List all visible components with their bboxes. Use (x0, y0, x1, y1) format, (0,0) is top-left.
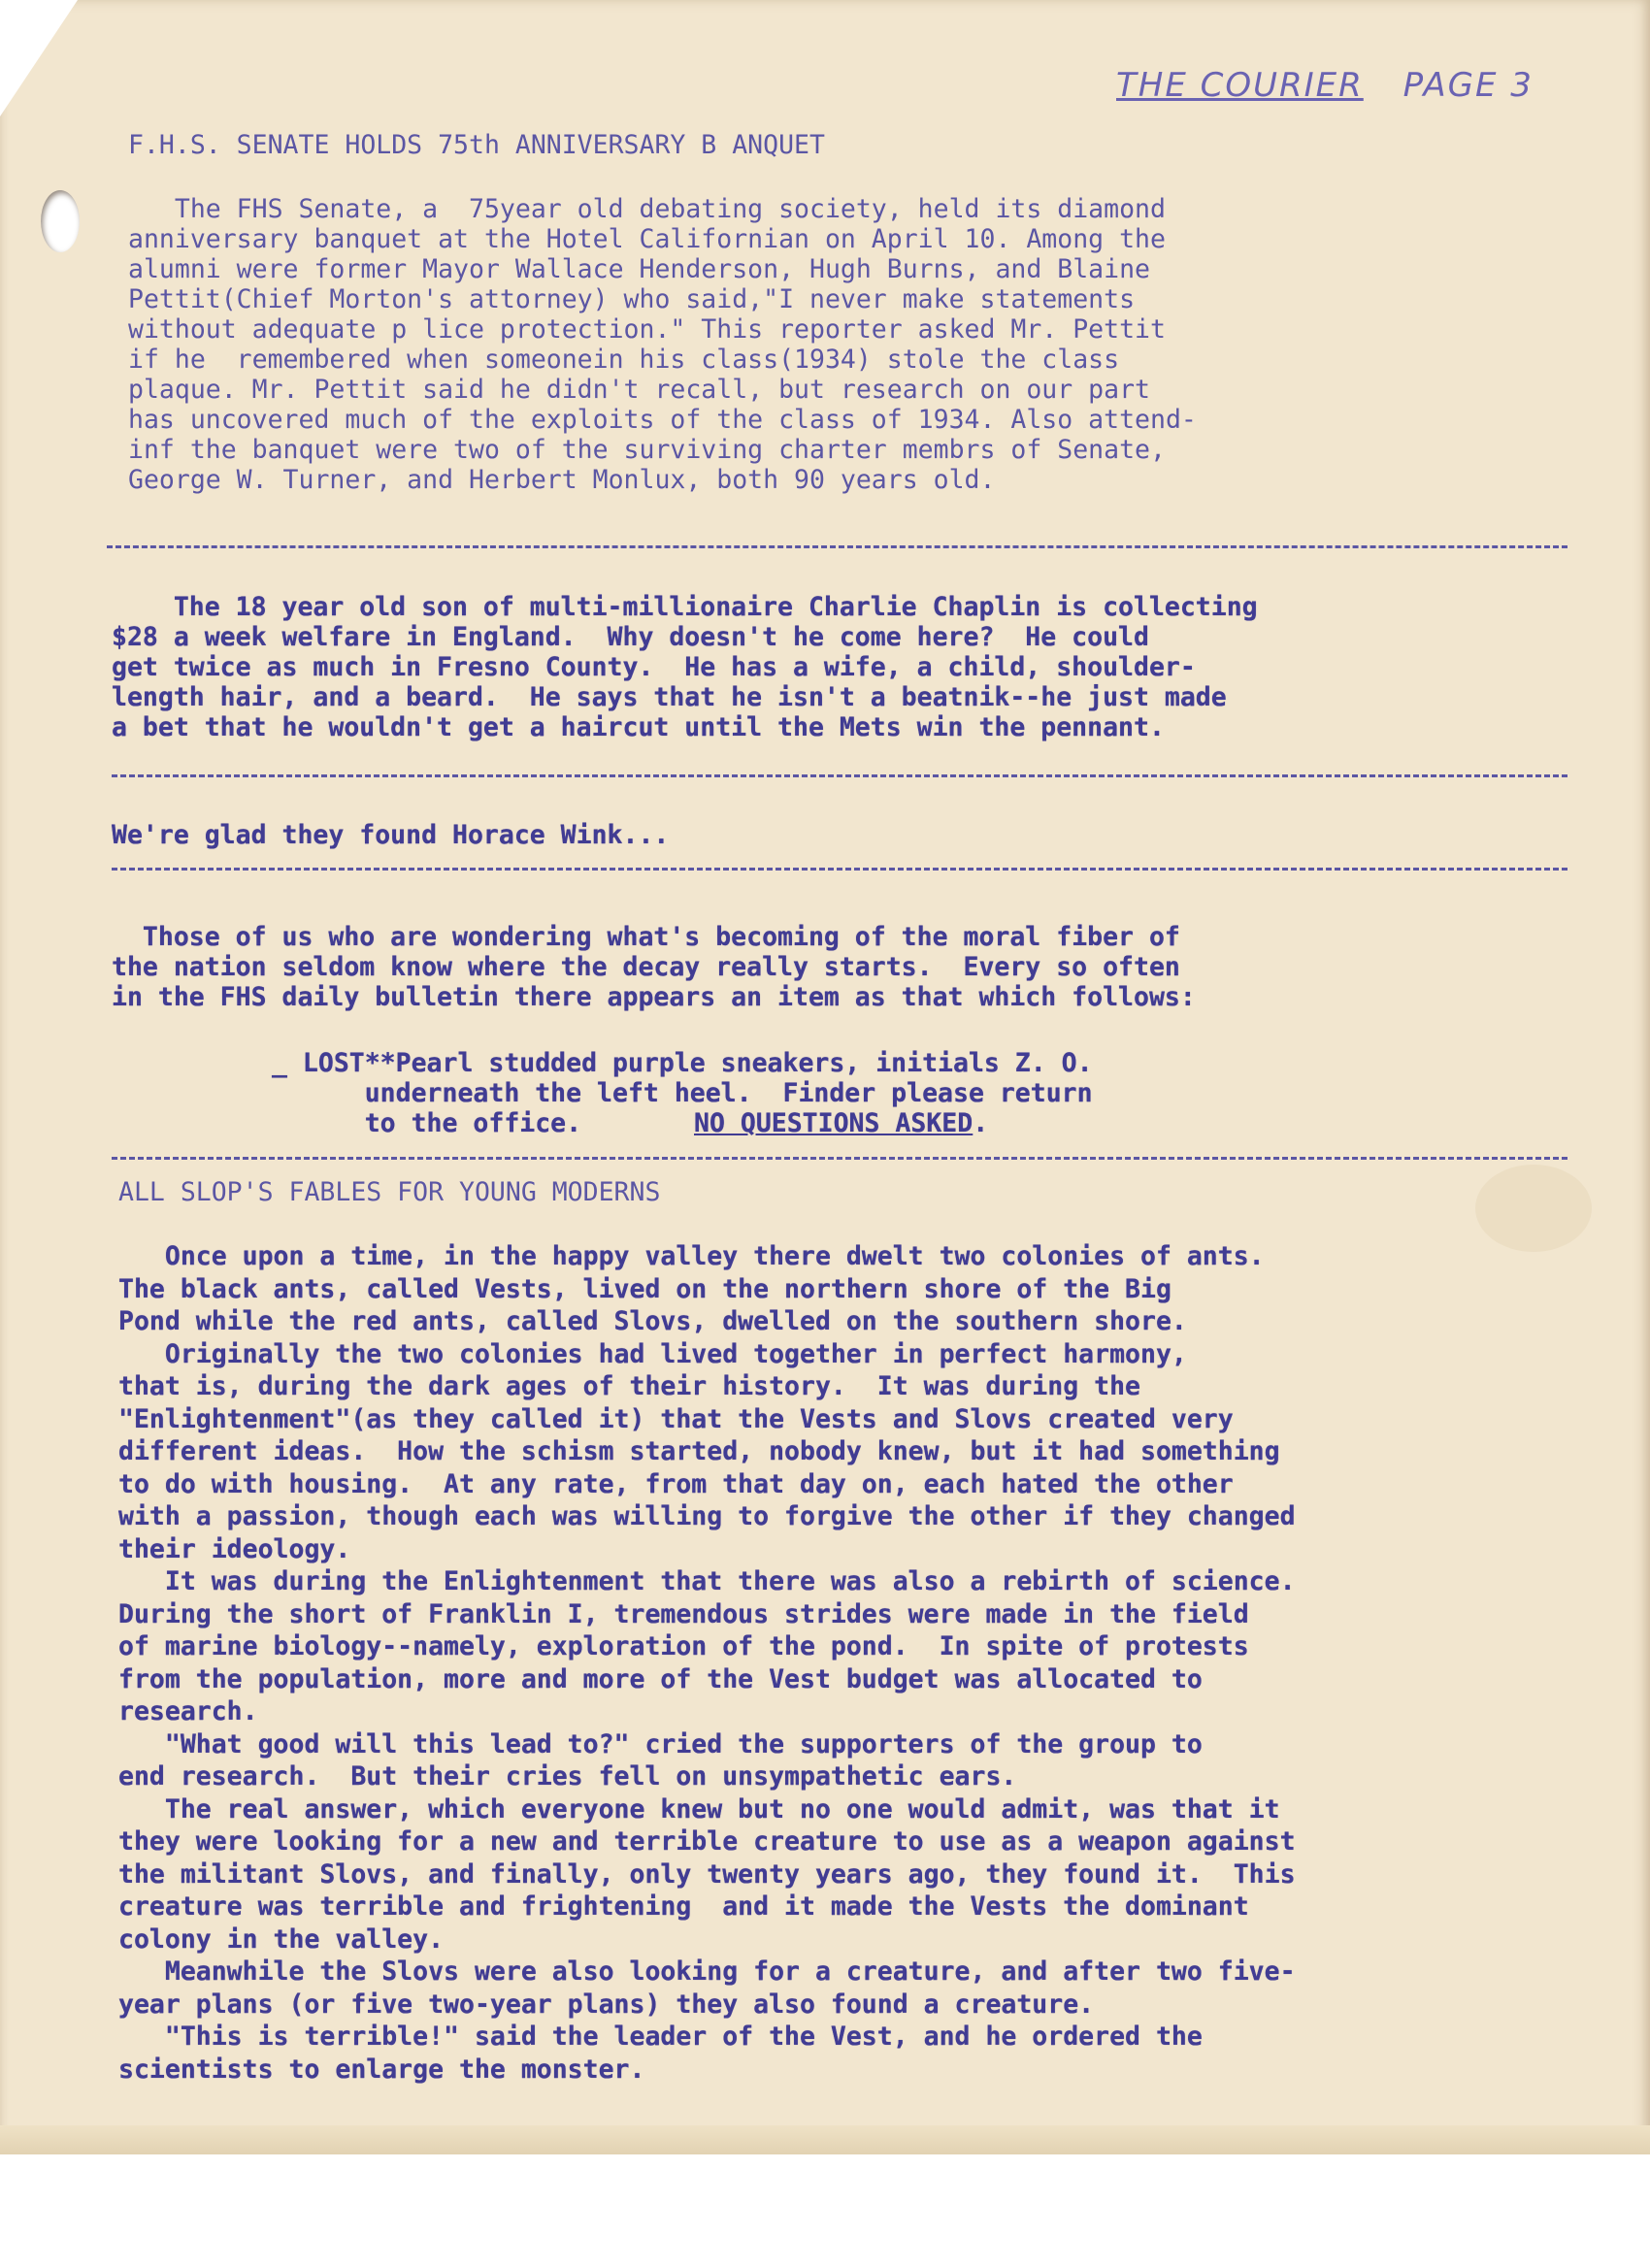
chaplin-line: get twice as much in Fresno County. He has a wife, a child, shoulder- (112, 652, 1196, 682)
senate-line: The FHS Senate, a 75year old debating society, held its diamond (128, 194, 1166, 224)
paper-stain (1475, 1165, 1592, 1252)
fables-line: "What good will this lead to?" cried the supporters of the group to (118, 1728, 1203, 1759)
fables-line: end research. But their cries fell on unsympathetic ears. (118, 1761, 1017, 1791)
senate-line: plaque. Mr. Pettit said he didn't recall, but research on our part (128, 375, 1150, 405)
fables-line: creature was terrible and frightening and it made the Vests the dominant (118, 1891, 1249, 1922)
fables-line: scientists to enlarge the monster. (118, 2054, 645, 2085)
chaplin-line: The 18 year old son of multi-millionaire Charlie Chaplin is collecting (112, 592, 1258, 622)
binder-hole (41, 190, 80, 252)
divider (112, 774, 1568, 777)
chaplin-line: $28 a week welfare in England. Why doesn't he come here? He could (112, 622, 1149, 652)
fables-line: the militant Slovs, and finally, only twenty years ago, they found it. This (118, 1858, 1296, 1890)
fables-line: that is, during the dark ages of their history. It was during the (118, 1371, 1140, 1401)
page-number: PAGE 3 (1402, 66, 1534, 105)
lost-notice-period: . (973, 1108, 989, 1138)
wink-note: We're glad they found Horace Wink... (112, 820, 670, 850)
chaplin-article (112, 592, 1258, 742)
fables-line: their ideology. (118, 1533, 351, 1564)
fables-line: Once upon a time, in the happy valley there dwelt two colonies of ants. (118, 1241, 1265, 1271)
no-questions-asked: NO QUESTIONS ASKED (694, 1108, 974, 1138)
senate-article (128, 194, 1197, 495)
lost-notice-ending (694, 1108, 988, 1138)
fables-headline: ALL SLOP'S FABLES FOR YOUNG MODERNS (118, 1177, 661, 1207)
moral-line: Those of us who are wondering what's becoming of the moral fiber of (112, 922, 1180, 952)
fables-line: from the population, more and more of the Vest budget was allocated to (118, 1663, 1203, 1694)
fables-line: research. (118, 1696, 258, 1726)
fables-line: "Enlightenment"(as they called it) that the Vests and Slovs created very (118, 1403, 1234, 1434)
fables-line: different ideas. How the schism started, nobody knew, but it had something (118, 1436, 1280, 1466)
fables-line: colony in the valley. (118, 1923, 445, 1955)
fables-line: of marine biology--namely, exploration of the pond. In spite of protests (118, 1631, 1249, 1661)
senate-line: has uncovered much of the exploits of the class of 1934. Also attend- (128, 405, 1197, 435)
paper-bottom-edge (0, 2125, 1650, 2154)
senate-headline: F.H.S. SENATE HOLDS 75th ANNIVERSARY B ANQUET (128, 130, 825, 160)
fables-line: The real answer, which everyone knew but no one would admit, was that it (118, 1793, 1280, 1824)
moral-fiber-article (112, 922, 1196, 1012)
folded-corner (0, 0, 78, 116)
senate-line: Pettit(Chief Morton's attorney) who said,"I never make statements (128, 284, 1136, 314)
fables-line: "This is terrible!" said the leader of the Vest, and he ordered the (118, 2021, 1203, 2052)
lost-notice-line: underneath the left heel. Finder please return (272, 1078, 1093, 1108)
senate-line: if he remembered when someonein his class(1934) stole the class (128, 345, 1120, 375)
lost-notice-line: to the office. (272, 1108, 612, 1138)
page-header (1116, 66, 1534, 105)
fables-line: It was during the Enlightenment that there was also a rebirth of science. (118, 1566, 1296, 1596)
chaplin-line: length hair, and a beard. He says that he isn't a beatnik--he just made (112, 682, 1227, 712)
fables-line: year plans (or five two-year plans) they also found a creature. (118, 1989, 1095, 2020)
newspaper-title: THE COURIER (1116, 66, 1364, 105)
fables-line: During the short of Franklin I, tremendous strides were made in the field (118, 1598, 1249, 1629)
moral-line: the nation seldom know where the decay really starts. Every so often (112, 952, 1180, 982)
fables-line: to do with housing. At any rate, from that day on, each hated the other (118, 1468, 1234, 1499)
chaplin-line: a bet that he wouldn't get a haircut until the Mets win the pennant. (112, 712, 1165, 742)
fables-line: they were looking for a new and terrible creature to use as a weapon against (118, 1826, 1296, 1857)
fables-line: Pond while the red ants, called Slovs, dwelled on the southern shore. (118, 1306, 1187, 1336)
fables-line: Meanwhile the Slovs were also looking for a creature, and after two five- (118, 1956, 1296, 1987)
senate-line: without adequate p lice protection." This reporter asked Mr. Pettit (128, 314, 1166, 345)
divider (112, 1157, 1568, 1160)
senate-line: anniversary banquet at the Hotel Californian on April 10. Among the (128, 224, 1166, 254)
moral-line: in the FHS daily bulletin there appears an item as that which follows: (112, 982, 1196, 1012)
fables-line: with a passion, though each was willing to forgive the other if they changed (118, 1501, 1296, 1531)
divider (107, 545, 1568, 548)
senate-line: inf the banquet were two of the surviving charter membrs of Senate, (128, 435, 1166, 465)
fables-line: The black ants, called Vests, lived on the northern shore of the Big (118, 1273, 1172, 1304)
senate-line: alumni were former Mayor Wallace Henderson, Hugh Burns, and Blaine (128, 254, 1150, 284)
lost-notice-line: _ LOST**Pearl studded purple sneakers, initials Z. O. (272, 1048, 1093, 1078)
divider (112, 868, 1568, 871)
senate-line: George W. Turner, and Herbert Monlux, both 90 years old. (128, 465, 996, 495)
fables-line: Originally the two colonies had lived together in perfect harmony, (118, 1338, 1187, 1369)
fables-article (118, 1240, 1296, 2086)
